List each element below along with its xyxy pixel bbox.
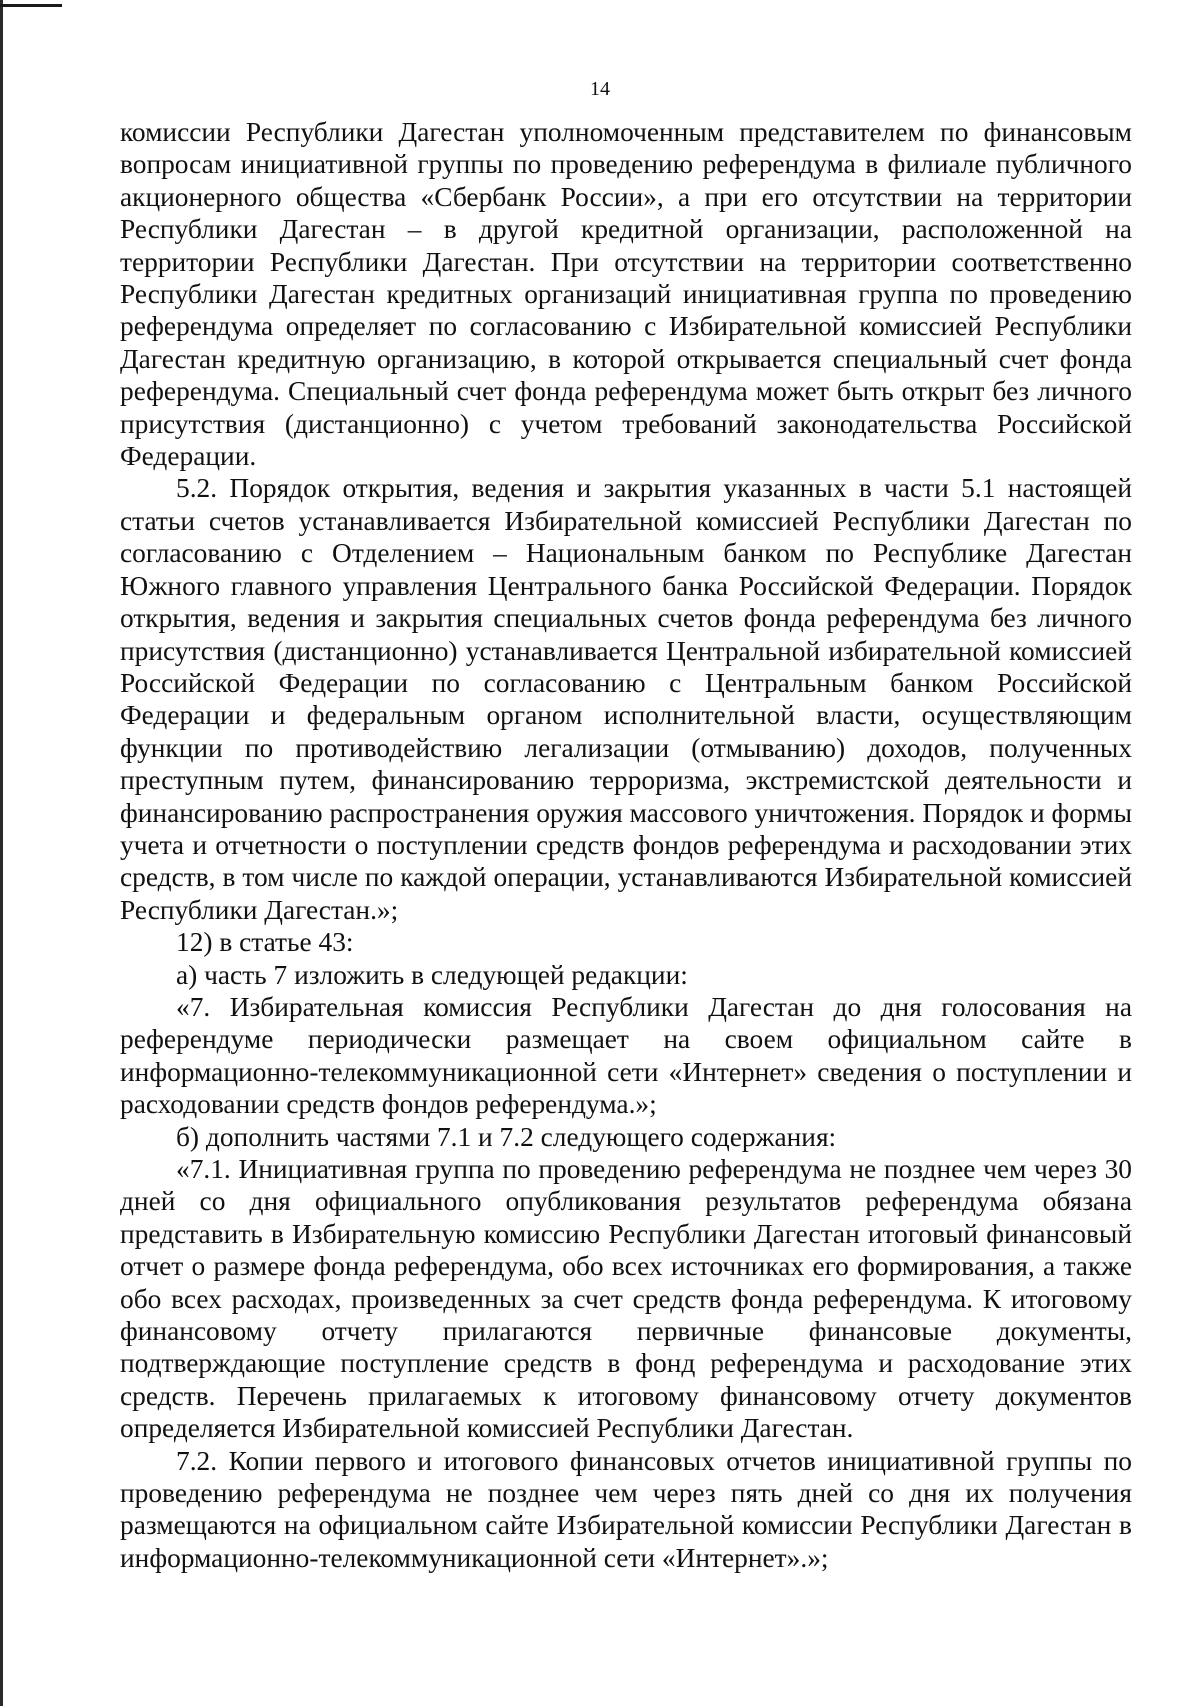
- paragraph-subitem-b: б) дополнить частями 7.1 и 7.2 следующего содержания:: [176, 1121, 837, 1152]
- paragraph-part-7-2: 7.2. Копии первого и итогового финансовых отчетов инициативной группы по проведению референдума не позднее чем через пять дней со дня их получения размещаются на официальном сайте Избирательной комиссии Республики Дагестан в информационно-телекоммуникационной сети «Интернет».»;: [120, 1445, 1132, 1573]
- paragraph-continuation: комиссии Республики Дагестан уполномоченным представителем по финансовым вопросам инициативной группы по проведению референдума в филиале публичного акционерного общества «Сбербанк России», а при его отсутствии на территории Республики Дагестан – в другой кредитной организации, расположенной на территории Республики Дагестан. При отсутствии на территории соответственно Республики Дагестан кредитных организаций инициативная группа по проведению референдума определяет по согласованию с Избирательной комиссией Республики Дагестан кредитную организацию, в которой открывается специальный счет фонда референдума. Специальный счет фонда референдума может быть открыт без личного присутствия (дистанционно) с учетом требований законодательства Российской Федерации.: [120, 117, 1132, 472]
- paragraph-part-7-1: «7.1. Инициативная группа по проведению референдума не позднее чем через 30 дней со дня официального опубликования результатов референдума обязана представить в Избирательную комиссию Республики Дагестан итоговый финансовый отчет о размере фонда референдума, обо всех источниках его формирования, а также обо всех расходах, произведенных за счет средств фонда референдума. К итоговому финансовому отчету прилагаются первичные финансовые документы, подтверждающие поступление средств в фонд референдума и расходование этих средств. Перечень прилагаемых к итоговому финансовому отчету документов определяется Избирательной комиссией Республики Дагестан.: [120, 1154, 1132, 1444]
- scan-corner-rule: [0, 4, 62, 7]
- paragraph-subitem-a: а) часть 7 изложить в следующей редакции:: [176, 959, 688, 990]
- paragraph-item-12: 12) в статье 43:: [176, 927, 354, 958]
- scan-left-edge: [0, 0, 3, 1706]
- document-body: [120, 116, 1132, 1574]
- paragraph-part-7: «7. Избирательная комиссия Республики Дагестан до дня голосования на референдуме периодически размещает на своем официальном сайте в информационно-телекоммуникационной сети «Интернет» сведения о поступлении и расходовании средств фондов референдума.»;: [120, 991, 1132, 1120]
- page-number: 14: [590, 78, 610, 100]
- paragraph-5-2: 5.2. Порядок открытия, ведения и закрытия указанных в части 5.1 настоящей статьи счетов устанавливается Избирательной комиссией Республики Дагестан по согласованию с Отделением – Национальным банком по Республике Дагестан Южного главного управления Центрального банка Российской Федерации. Порядок открытия, ведения и закрытия специальных счетов фонда референдума без личного присутствия (дистанционно) устанавливается Центральной избирательной комиссией Российской Федерации по согласованию с Центральным банком Российской Федерации и федеральным органом исполнительной власти, осуществляющим функции по противодействию легализации (отмыванию) доходов, полученных преступным путем, финансированию терроризма, экстремистской деятельности и финансированию распространения оружия массового уничтожения. Порядок и формы учета и отчетности о поступлении средств фондов референдума и расходовании этих средств, в том числе по каждой операции, устанавливаются Избирательной комиссией Республики Дагестан.»;: [120, 473, 1132, 925]
